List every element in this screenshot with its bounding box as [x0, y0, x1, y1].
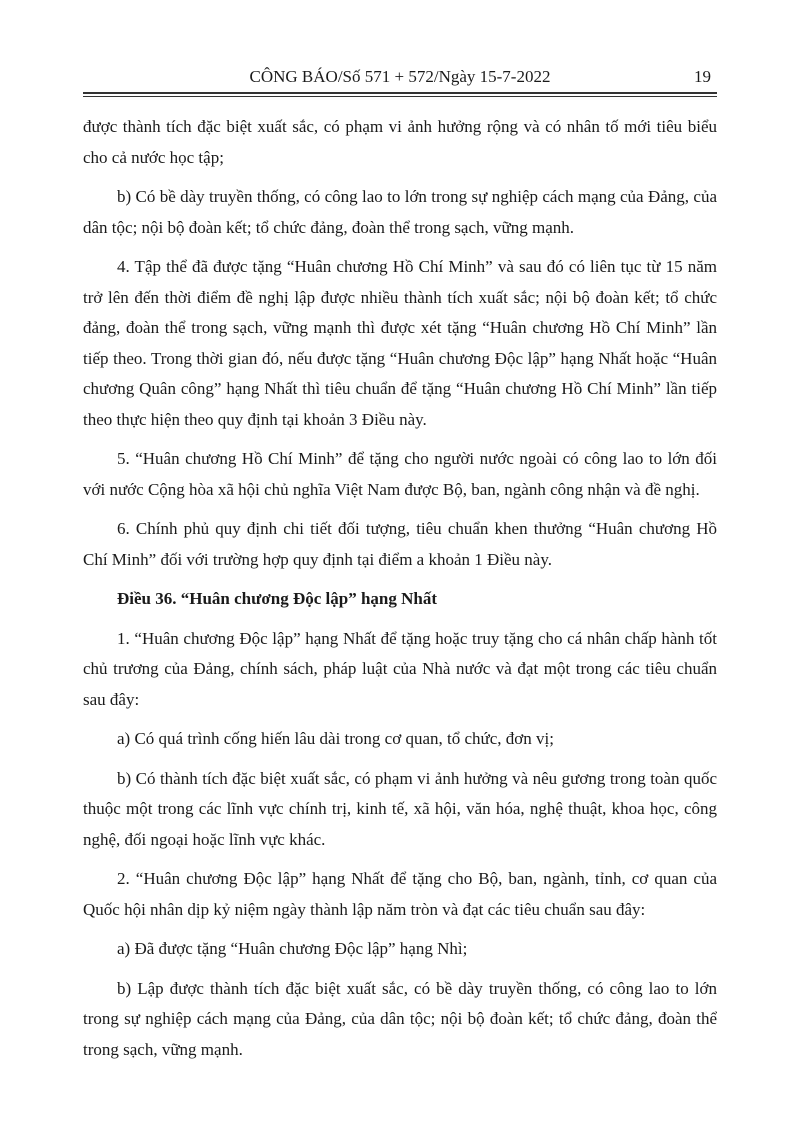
- page-header: [83, 66, 717, 97]
- document-body: [83, 112, 717, 1065]
- paragraph: b) Có bề dày truyền thống, có công lao to lớn trong sự nghiệp cách mạng của Đảng, của dân tộc; nội bộ đoàn kết; tổ chức đảng, đoàn thể trong sạch, vững mạnh.: [83, 187, 717, 237]
- paragraph: b) Có thành tích đặc biệt xuất sắc, có phạm vi ảnh hưởng và nêu gương trong toàn quốc thuộc một trong các lĩnh vực chính trị, kinh tế, xã hội, văn hóa, nghệ thuật, khoa học, công nghệ, đối ngoại hoặc lĩnh vực khác.: [83, 768, 717, 849]
- paragraph: a) Có quá trình cống hiến lâu dài trong cơ quan, tổ chức, đơn vị;: [117, 729, 554, 748]
- paragraph: 1. “Huân chương Độc lập” hạng Nhất để tặng hoặc truy tặng cho cá nhân chấp hành tốt chủ trương của Đảng, chính sách, pháp luật của Nhà nước và đạt một trong các tiêu chuẩn sau đây:: [83, 628, 717, 709]
- article-heading: Điều 36. “Huân chương Độc lập” hạng Nhất: [117, 589, 438, 608]
- paragraph: 5. “Huân chương Hồ Chí Minh” để tặng cho người nước ngoài có công lao to lớn đối với nước Cộng hòa xã hội chủ nghĩa Việt Nam được Bộ, ban, ngành công nhận và đề nghị.: [83, 449, 717, 499]
- paragraph: 4. Tập thể đã được tặng “Huân chương Hồ Chí Minh” và sau đó có liên tục từ 15 năm trở lên đến thời điểm đề nghị lập được nhiều thành tích xuất sắc; nội bộ đoàn kết; tổ chức đảng, đoàn thể trong sạch, vững mạnh thì được xét tặng “Huân chương Hồ Chí Minh” lần tiếp theo. Trong thời gian đó, nếu được tặng “Huân chương Độc lập” hạng Nhất hoặc “Huân chương Quân công” hạng Nhất thì tiêu chuẩn để tặng “Huân chương Hồ Chí Minh” lần tiếp theo thực hiện theo quy định tại khoản 3 Điều này.: [83, 257, 717, 429]
- paragraph: 6. Chính phủ quy định chi tiết đối tượng, tiêu chuẩn khen thưởng “Huân chương Hồ Chí Minh” đối với trường hợp quy định tại điểm a khoản 1 Điều này.: [83, 519, 717, 569]
- header-row: [83, 66, 717, 87]
- paragraph: a) Đã được tặng “Huân chương Độc lập” hạng Nhì;: [117, 939, 468, 958]
- paragraph: b) Lập được thành tích đặc biệt xuất sắc, có bề dày truyền thống, có công lao to lớn trong sự nghiệp cách mạng của Đảng, của dân tộc; nội bộ đoàn kết; tổ chức đảng, đoàn thể trong sạch, vững mạnh.: [83, 978, 717, 1059]
- page-content: [83, 0, 717, 1065]
- page-number: 19: [694, 67, 711, 86]
- paragraph: được thành tích đặc biệt xuất sắc, có phạm vi ảnh hưởng rộng và có nhân tố mới tiêu biểu cho cả nước học tập;: [83, 117, 717, 167]
- header-divider: [83, 92, 717, 97]
- gazette-title: CÔNG BÁO/Số 571 + 572/Ngày 15-7-2022: [249, 67, 551, 86]
- paragraph: 2. “Huân chương Độc lập” hạng Nhất để tặng cho Bộ, ban, ngành, tỉnh, cơ quan của Quốc hội nhân dịp kỷ niệm ngày thành lập năm tròn và đạt các tiêu chuẩn sau đây:: [83, 869, 717, 919]
